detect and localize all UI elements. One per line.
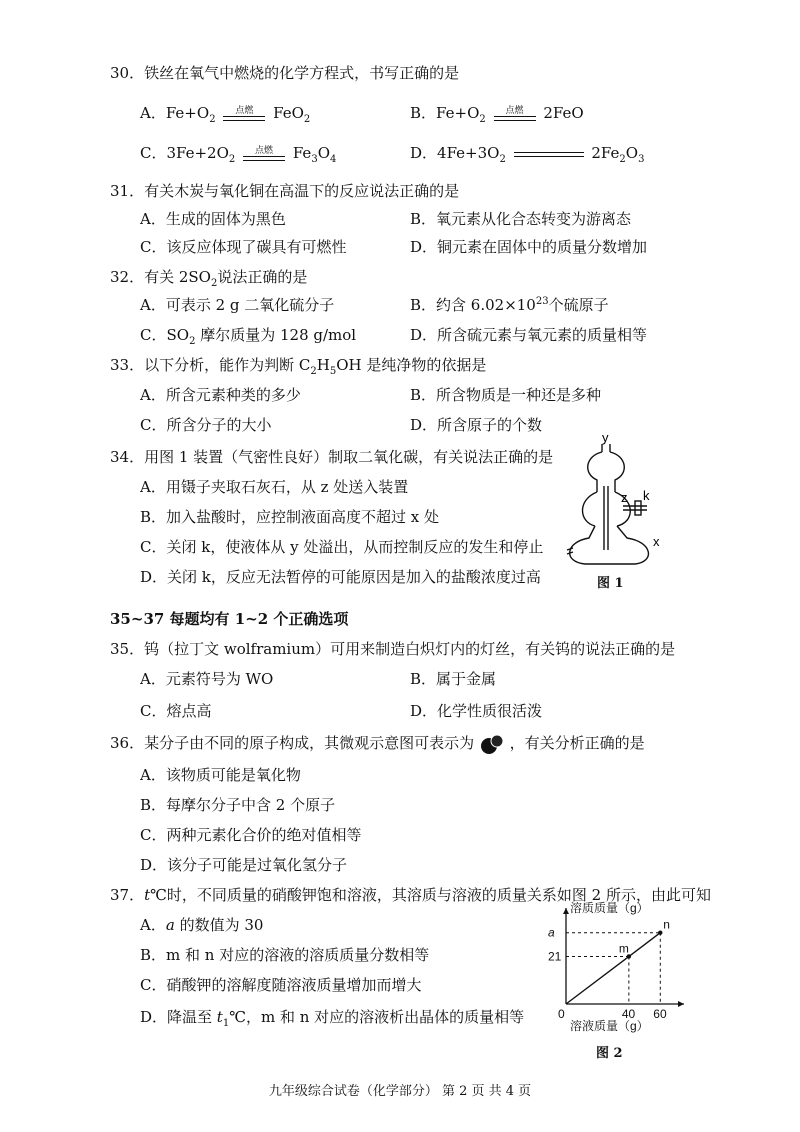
q34-option-c: C．关闭 k，使液体从 y 处溢出，从而控制反应的发生和停止 xyxy=(140,538,544,556)
figure-1-caption: 图 1 xyxy=(597,576,624,591)
point-label-m: m xyxy=(618,941,629,956)
stem-post: 说法正确的是 xyxy=(217,268,308,286)
q34-option-b: B．加入盐酸时，应控制液面高度不超过 x 处 xyxy=(140,508,440,526)
q35-option-a: A．元素符号为 WO xyxy=(140,670,274,688)
x-axis-arrow xyxy=(678,1001,684,1007)
condition: 点燃 xyxy=(235,106,254,116)
a-post: 的数值为 30 xyxy=(174,916,264,934)
stem-pre: 36．某分子由不同的原子构成，其微观示意图可表示为 xyxy=(110,734,475,752)
q34-option-d: D．关闭 k，反应无法暂停的可能原因是加入的盐酸浓度过高 xyxy=(140,568,541,586)
lhs: 4Fe+3O xyxy=(437,144,500,162)
q34-option-a: A．用镊子夹取石灰石，从 z 处送入装置 xyxy=(140,478,409,496)
figure-2-caption: 图 2 xyxy=(596,1046,623,1061)
series-line xyxy=(566,933,660,1004)
a-pre: A． xyxy=(140,916,166,934)
q31-option-d: D．铜元素在固体中的质量分数增加 xyxy=(410,238,648,256)
q32-stem: 32．有关 $2SO_2$说法正确的是 xyxy=(110,268,308,289)
x-tick-40: 40 xyxy=(621,1007,636,1021)
num: 37． xyxy=(110,886,145,904)
b-sup: 23 xyxy=(535,296,549,307)
q36-option-a: A．该物质可能是氧化物 xyxy=(140,766,301,784)
t-var: t xyxy=(144,886,151,904)
q31-stem: 31．有关木炭与氧化铜在高温下的反应说法正确的是 xyxy=(110,182,460,200)
q35-option-b: B．属于金属 xyxy=(410,670,497,688)
stem-mid: H xyxy=(316,356,330,374)
d-post: ℃，m 和 n 对应的溶液析出晶体的质量相等 xyxy=(229,1008,525,1026)
rhs: FeO xyxy=(273,104,304,122)
y-axis-arrow xyxy=(563,908,569,914)
label-z: z xyxy=(621,490,628,505)
q36-option-d: D．该分子可能是过氧化氢分子 xyxy=(140,856,348,874)
q31-option-c: C．该反应体现了碳具有可燃性 xyxy=(140,238,347,256)
point-n xyxy=(658,931,662,935)
label-k: k xyxy=(643,488,650,503)
x-axis-label: 溶液质量（g） xyxy=(570,1019,649,1033)
q30-stem: 30．铁丝在氧气中燃烧的化学方程式，书写正确的是 xyxy=(110,64,460,82)
q37-option-a xyxy=(140,914,263,935)
stem-pre: 33．以下分析，能作为判断 C xyxy=(110,356,311,374)
lhs: Fe+O xyxy=(436,104,480,122)
q32-option-c: C．$SO_2$ 摩尔质量为 128 g/mol xyxy=(140,326,357,347)
label: D． xyxy=(410,144,438,162)
y-tick-21: 21 xyxy=(548,949,562,964)
label-x: x xyxy=(653,534,660,549)
q37-option-c: C．硝酸钾的溶解度随溶液质量增加而增大 xyxy=(140,976,422,994)
q36-option-c: C．两种元素化合价的绝对值相等 xyxy=(140,826,362,844)
q35-stem: 35．钨（拉丁文 wolframium）可用来制造白炽灯内的灯丝，有关钨的说法正确的是 xyxy=(110,640,676,658)
stem-pre: 32．有关 2SO xyxy=(110,268,211,286)
q33-option-c: C．所含分子的大小 xyxy=(140,416,272,434)
point-label-n: n xyxy=(663,917,670,932)
y-tick-a: a xyxy=(548,925,555,940)
x-tick-60: 60 xyxy=(653,1007,667,1021)
section-header: 35~37 每题均有 1~2 个正确选项 xyxy=(110,610,349,628)
c-pre: C．SO xyxy=(140,326,190,344)
rhs: 2FeO xyxy=(543,104,584,122)
c-post: 摩尔质量为 128 g/mol xyxy=(200,326,357,344)
q30-option-a: A．$Fe+O_2$ 点燃 FeO$_2$ xyxy=(140,104,311,125)
arrow xyxy=(243,147,285,161)
q30-option-c: C．$3Fe+2O_2$ 点燃 $Fe_3O_4$ xyxy=(140,144,337,165)
a-var: a xyxy=(165,916,175,934)
q32-option-d: D．所含硫元素与氧元素的质量相等 xyxy=(410,326,648,344)
q37-option-b: B．m 和 n 对应的溶液的溶质质量分数相等 xyxy=(140,946,430,964)
lhs: 3Fe+2O xyxy=(166,144,229,162)
q33-stem: 33．以下分析，能作为判断 $C_2H_5OH$ 是纯净物的依据是 xyxy=(110,356,487,377)
q30-option-b: B．$Fe+O_2$ 点燃 2FeO xyxy=(410,104,584,125)
b-post: 个硫原子 xyxy=(548,296,609,314)
molecule-icon xyxy=(479,733,505,755)
solubility-chart xyxy=(530,898,700,1038)
condition: 点燃 xyxy=(255,146,274,156)
arrow xyxy=(494,107,536,121)
q36-stem xyxy=(110,732,645,755)
arrow xyxy=(514,152,584,157)
rhs: 2Fe xyxy=(591,144,620,162)
label: A． xyxy=(140,104,166,122)
q31-option-a: A．生成的固体为黑色 xyxy=(140,210,286,228)
stem-post: OH 是纯净物的依据是 xyxy=(336,356,487,374)
t-sub: 1 xyxy=(222,1018,230,1029)
b-pre: B．约含 6.02×10 xyxy=(410,296,536,314)
q35-option-c: C．熔点高 xyxy=(140,702,212,720)
label: C． xyxy=(140,144,167,162)
label-y: y xyxy=(602,430,609,445)
t-var: t xyxy=(216,1008,223,1026)
kipp-apparatus-figure xyxy=(555,430,675,575)
q30-option-d: D．$4Fe+3O_2$ $2Fe_2O_3$ xyxy=(410,144,645,165)
rhs: Fe xyxy=(292,144,312,162)
y-axis-label: 溶质质量（g） xyxy=(570,901,649,915)
q37-option-d xyxy=(140,1006,524,1029)
q33-option-b: B．所含物质是一种还是多种 xyxy=(410,386,602,404)
q34-stem: 34．用图 1 装置（气密性良好）制取二氧化碳，有关说法正确的是 xyxy=(110,448,554,466)
label: B． xyxy=(410,104,437,122)
q36-option-b: B．每摩尔分子中含 2 个原子 xyxy=(140,796,336,814)
stem-post: ，有关分析正确的是 xyxy=(509,734,645,752)
d-pre: D．降温至 xyxy=(140,1008,217,1026)
q33-option-a: A．所含元素种类的多少 xyxy=(140,386,301,404)
q35-option-d: D．化学性质很活泼 xyxy=(410,702,543,720)
q33-option-d: D．所含原子的个数 xyxy=(410,416,543,434)
q32-option-b xyxy=(410,294,609,315)
q32-option-a: A．可表示 2 g 二氧化硫分子 xyxy=(140,296,335,314)
q31-option-b: B．氧元素从化合态转变为游离态 xyxy=(410,210,632,228)
origin-label: 0 xyxy=(558,1007,565,1021)
condition: 点燃 xyxy=(505,106,524,116)
lhs: Fe+O xyxy=(165,104,210,122)
stem-post: ℃时，不同质量的硝酸钾饱和溶液，其溶质与溶液的质量关系如图 2 所示，由此可知 xyxy=(150,886,711,904)
page-footer: 九年级综合试卷（化学部分） 第 2 页 共 4 页 xyxy=(268,1084,532,1099)
arrow xyxy=(223,107,265,121)
